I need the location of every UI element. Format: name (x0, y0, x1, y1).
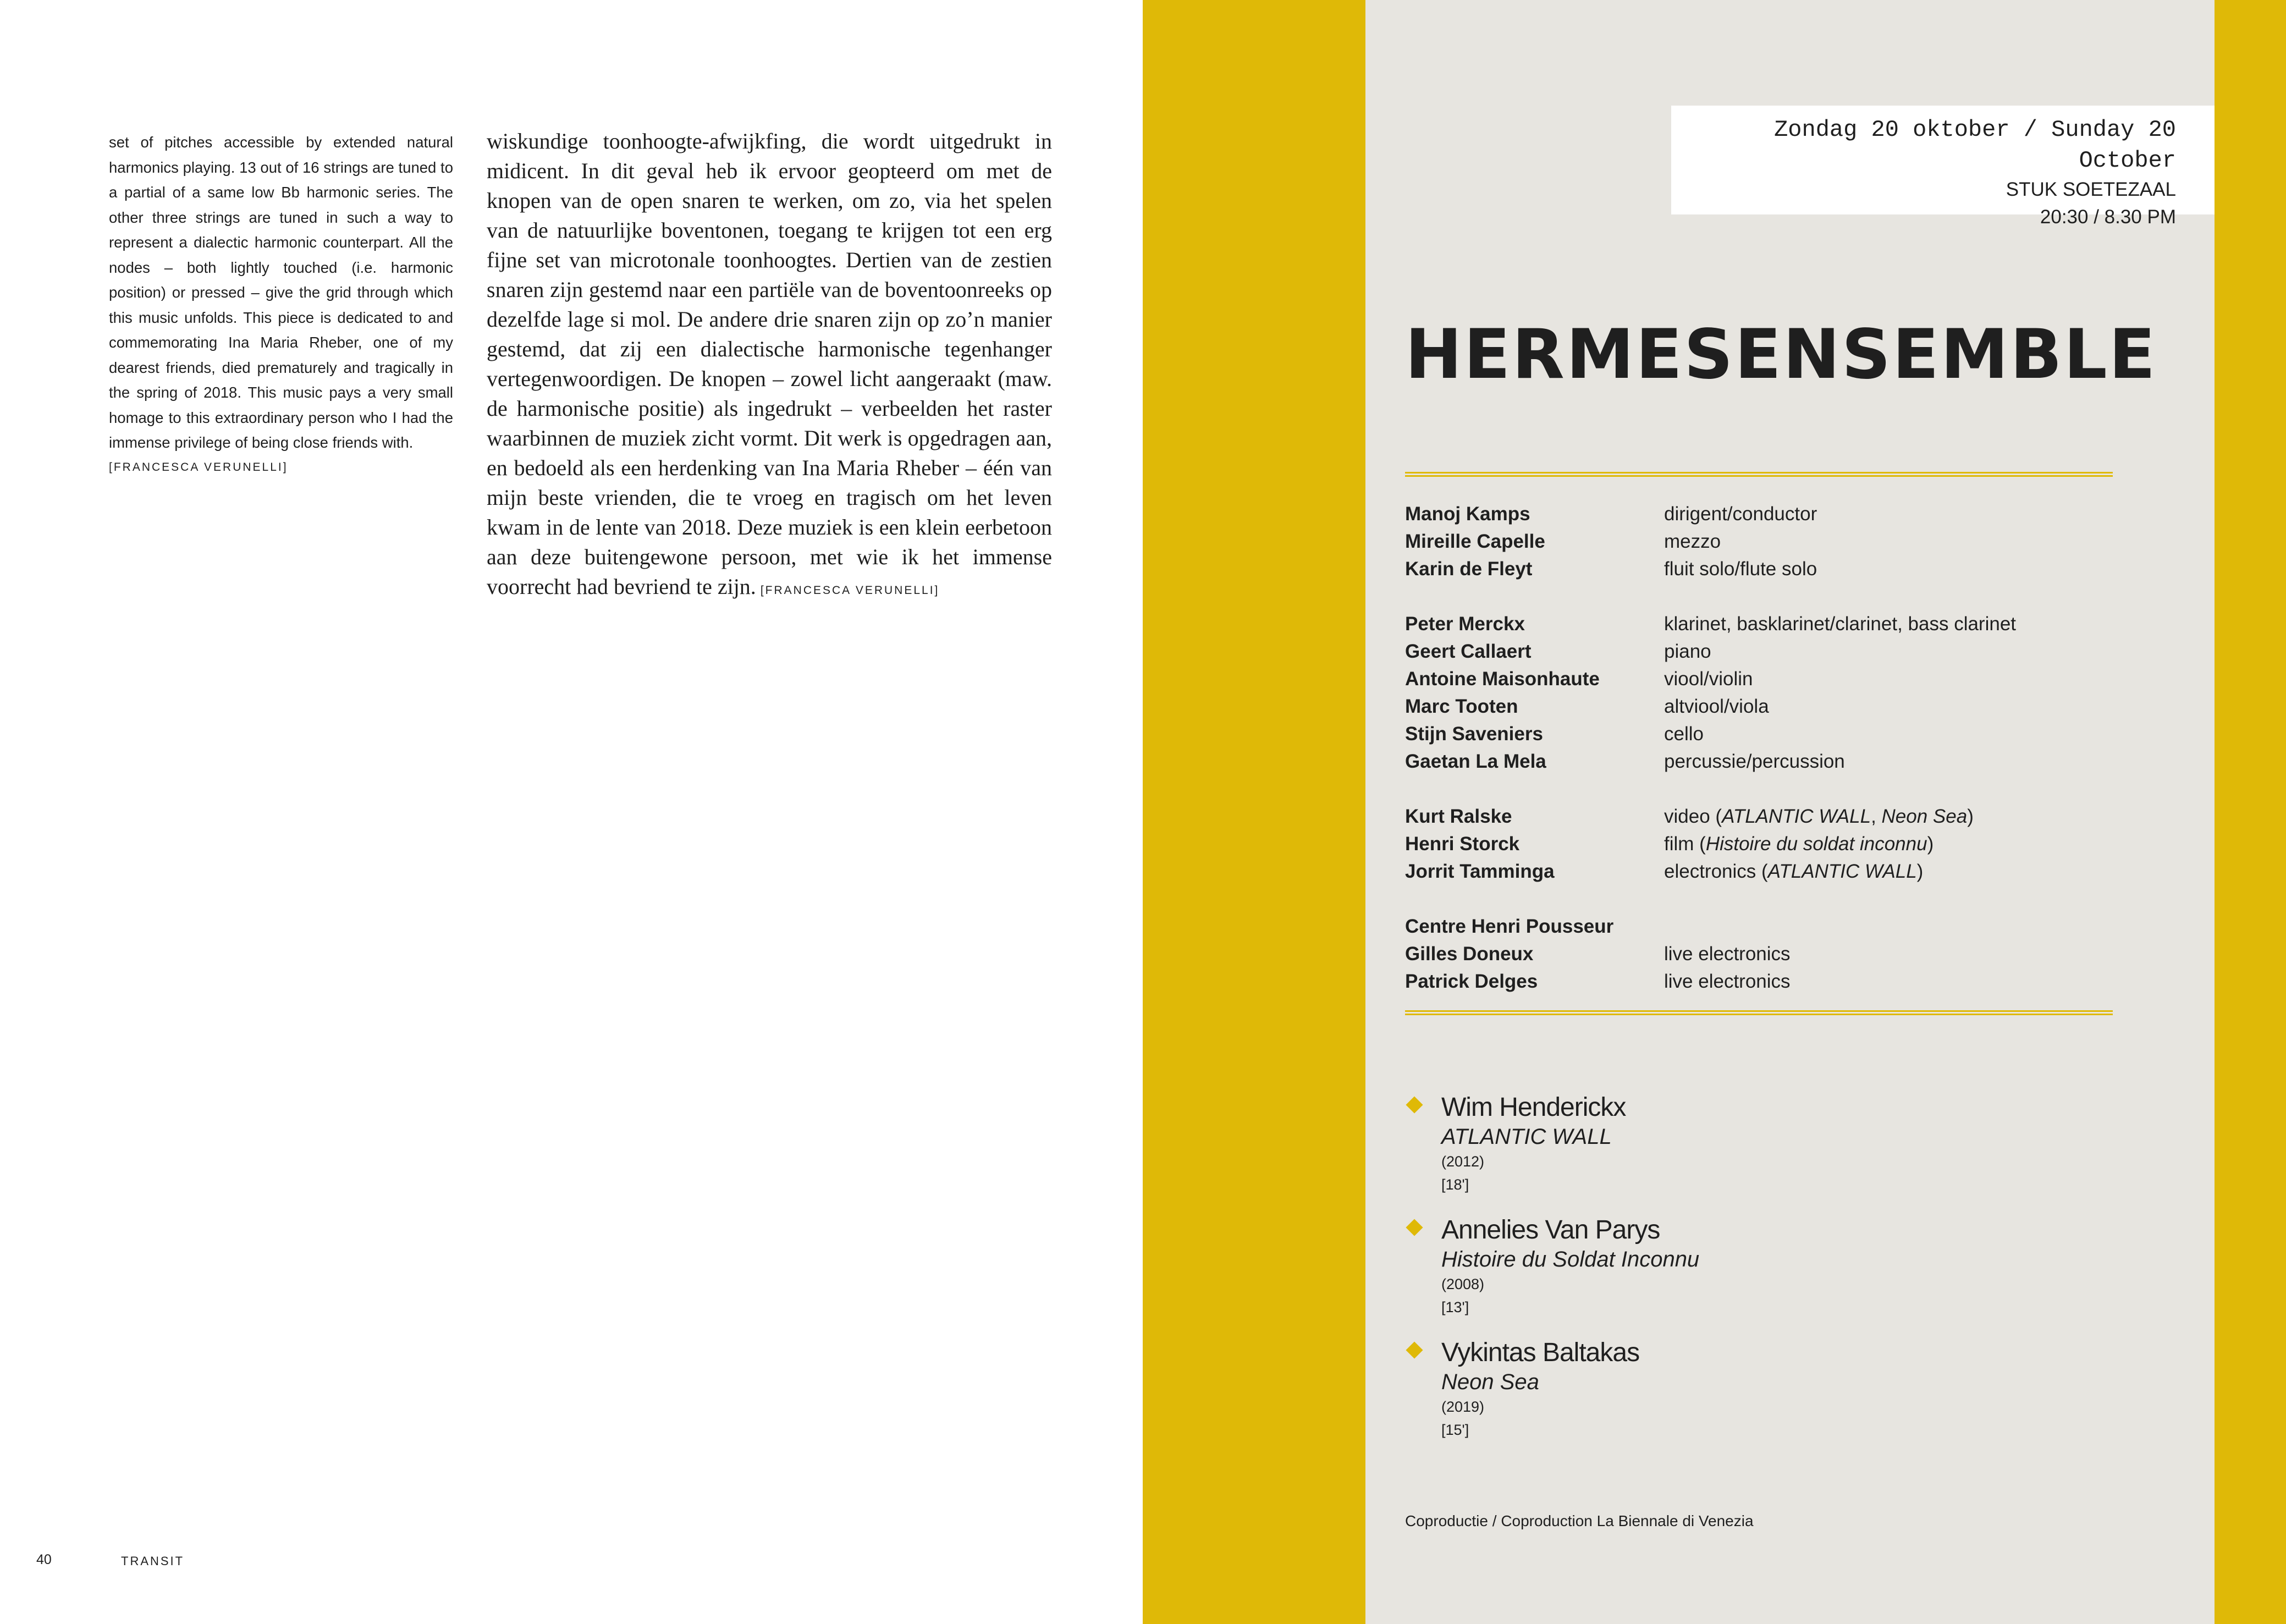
program-item (1405, 1337, 2120, 1460)
performer-role: percussie/percussion (1664, 751, 1845, 772)
performer-name: Stijn Saveniers (1405, 723, 1543, 745)
roster (1405, 500, 2120, 995)
role-work-title: ATLANTIC WALL (1767, 861, 1917, 882)
concert-venue: STUK SOETEZAAL (2006, 179, 2176, 200)
performer-name: Peter Merckx (1405, 613, 1525, 635)
role-prefix: film ( (1664, 833, 1706, 855)
roster-row (1405, 748, 2120, 775)
performer-role: klarinet, basklarinet/clarinet, bass clarinet (1664, 613, 2017, 635)
performer-role: viool/violin (1664, 668, 1753, 690)
roster-gap (1405, 583, 2120, 610)
divider-top (1405, 472, 2113, 477)
performer-name: Geert Callaert (1405, 641, 1532, 662)
performer-role (1664, 803, 1974, 830)
performer-name: Kurt Ralske (1405, 806, 1512, 827)
program-list (1405, 1092, 2120, 1460)
english-text: set of pitches accessible by extended natural harmonics playing. 13 out of 16 strings are tuned to a partial of a same low Bb harmonic series. The other three strings are tuned in such a way to represent a dialectic harmonic counterpart. All the nodes – both lightly touched (i.e. harmonic position) or pressed – give the grid through which this music unfolds. This piece is dedicated to and commemorating Ina Maria Rheber, one of my dearest friends, died prematurely and tragically in the spring of 2018. This music pays a very small homage to this extraordinary person who I had the immense privilege of being close friends with. (109, 134, 453, 451)
roster-row (1405, 803, 2120, 830)
performer-role: altviool/viola (1664, 696, 1769, 717)
concert-date: Zondag 20 oktober / Sunday 20 October (1774, 117, 2176, 174)
composer-name: Vykintas Baltakas (1441, 1338, 1640, 1367)
performer-name: Manoj Kamps (1405, 503, 1530, 525)
performer-name: Karin de Fleyt (1405, 558, 1533, 580)
accent-band-left (1143, 0, 1365, 1624)
role-suffix: ) (1916, 861, 1924, 882)
work-year: (2008) (1441, 1276, 1485, 1292)
role-prefix: video ( (1664, 806, 1722, 827)
performer-name: Gilles Doneux (1405, 943, 1534, 965)
right-page (1143, 0, 2286, 1624)
role-work-title: Neon Sea (1881, 806, 1968, 827)
performer-role: fluit solo/flute solo (1664, 558, 1817, 580)
work-duration: [13'] (1441, 1299, 1469, 1315)
role-work-title: Histoire du soldat inconnu (1705, 833, 1927, 855)
performer-role: live electronics (1664, 971, 1791, 992)
roster-row (1405, 638, 2120, 665)
concert-time: 20:30 / 8.30 PM (2040, 206, 2176, 228)
divider-bottom (1405, 1010, 2113, 1015)
diamond-bullet-icon (1406, 1341, 1423, 1358)
roster-row (1405, 665, 2120, 693)
coproduction-credit: Coproductie / Coproduction La Biennale di Venezia (1405, 1512, 1754, 1529)
performer-name: Henri Storck (1405, 833, 1520, 855)
institution-name: Centre Henri Pousseur (1405, 916, 1614, 937)
roster-row (1405, 830, 2120, 858)
performer-name: Gaetan La Mela (1405, 751, 1546, 772)
accent-band-right (2215, 0, 2286, 1624)
work-title: ATLANTIC WALL (1441, 1125, 1612, 1149)
composer-name: Annelies Van Parys (1441, 1215, 1660, 1245)
roster-row (1405, 858, 2120, 885)
english-credit: [FRANCESCA VERUNELLI] (109, 460, 288, 474)
performer-role: live electronics (1664, 943, 1791, 965)
program-item (1405, 1214, 2120, 1337)
roster-gap (1405, 885, 2120, 913)
english-column (109, 130, 453, 478)
roster-row (1405, 500, 2120, 528)
performer-name: Jorrit Tamminga (1405, 861, 1555, 882)
work-title: Neon Sea (1441, 1370, 1539, 1394)
performer-role: cello (1664, 723, 1704, 745)
roster-row (1405, 555, 2120, 583)
performer-name: Mireille Capelle (1405, 531, 1545, 552)
page-number: 40 (36, 1552, 52, 1567)
roster-row (1405, 940, 2120, 968)
roster-row (1405, 693, 2120, 720)
work-year: (2019) (1441, 1399, 1485, 1415)
program-item (1405, 1092, 2120, 1214)
performer-name: Marc Tooten (1405, 696, 1518, 717)
performer-role: mezzo (1664, 531, 1721, 552)
dutch-text: wiskundige toonhoogte-afwijkfing, die wordt uitgedrukt in midicent. In dit geval heb ik ervoor geopteerd om met de knopen van de open snaren te werken, om zo, via het spelen van de natuurlijke boventonen, toegang te krijgen tot een erg fijne set van microtonale toonhoogtes. Dertien van de zestien snaren zijn gestemd naar een partiële van de boventoonreeks op dezelfde lage si mol. De andere drie snaren zijn op zo’n manier gestemd, dat zij een dialectische harmonische tegenhanger vertegenwoordigen. De knopen – zowel licht aangeraakt (maw. de harmonische positie) als ingedrukt – verbeelden het raster waarbinnen de muziek zicht vormt. Dit werk is opgedragen aan, en bedoeld als een herdenking van Ina Maria Rheber – één van mijn beste vrienden, die te vroeg en tragisch om het leven kwam in de lente van 2018. Deze muziek is een klein eerbetoon aan deze buitengewone persoon, met wie ik het immense voorrecht had bevriend te zijn. (487, 129, 1052, 599)
work-year: (2012) (1441, 1153, 1485, 1170)
work-title: Histoire du Soldat Inconnu (1441, 1247, 1700, 1271)
work-duration: [15'] (1441, 1422, 1469, 1438)
dutch-column (487, 126, 1052, 605)
ensemble-title: HERMESENSEMBLE (1405, 315, 2157, 394)
roster-row (1405, 968, 2120, 995)
performer-role (1664, 830, 1934, 858)
role-suffix: ) (1927, 833, 1934, 855)
date-box (1671, 106, 2215, 228)
running-title: TRANSIT (121, 1554, 185, 1568)
roster-row (1405, 913, 2120, 940)
composer-name: Wim Henderickx (1441, 1093, 1626, 1122)
dutch-credit: [FRANCESCA VERUNELLI] (760, 584, 940, 597)
diamond-bullet-icon (1406, 1096, 1423, 1113)
role-suffix: ) (1967, 806, 1974, 827)
roster-row (1405, 720, 2120, 748)
performer-name: Patrick Delges (1405, 971, 1538, 992)
role-work-title: ATLANTIC WALL (1722, 806, 1871, 827)
role-separator: , (1871, 806, 1882, 827)
work-duration: [18'] (1441, 1176, 1469, 1193)
role-prefix: electronics ( (1664, 861, 1768, 882)
performer-role: piano (1664, 641, 1711, 662)
roster-row (1405, 610, 2120, 638)
performer-name: Antoine Maisonhaute (1405, 668, 1600, 690)
roster-row (1405, 528, 2120, 555)
roster-gap (1405, 775, 2120, 803)
performer-role: dirigent/conductor (1664, 503, 1817, 525)
performer-role (1664, 858, 1923, 885)
diamond-bullet-icon (1406, 1219, 1423, 1236)
